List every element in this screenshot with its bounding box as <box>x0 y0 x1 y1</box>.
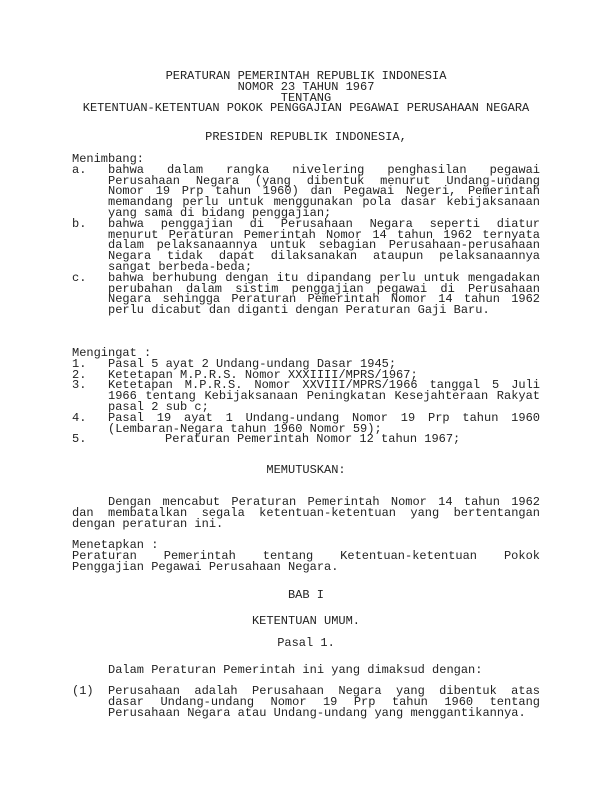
memutuskan-paragraph: Dengan mencabut Peraturan Pemerintah Nomor 14 tahun 1962 dan membatalkan segala ketentuan-ketentuan yang bertentangan dengan peraturan ini. <box>72 495 540 531</box>
list-item <box>72 216 540 274</box>
item-number: 4. <box>72 410 87 425</box>
chapter-subtitle: KETENTUAN UMUM. <box>251 614 361 628</box>
list-item <box>72 380 540 412</box>
mengingat-section <box>72 348 540 445</box>
list-item <box>72 162 540 220</box>
list-item <box>72 434 540 445</box>
memutuskan-heading: MEMUTUSKAN: <box>266 463 346 477</box>
president-heading: PRESIDEN REPUBLIK INDONESIA, <box>205 130 407 144</box>
item-text: Ketetapan M.P.R.S. Nomor XXVIII/MPRS/1966 tanggal 5 Juli 1966 tentang Kebijaksanaan Peningkatan Kesejahteraan Rakyat pasal 2 sub c; <box>108 378 540 414</box>
menimbang-section <box>72 154 540 316</box>
menetapkan-section <box>72 540 540 572</box>
title-line: PERATURAN PEMERINTAH REPUBLIK INDONESIA <box>165 69 447 83</box>
title-line: TENTANG <box>280 90 332 105</box>
item-text: Pasal 5 ayat 2 Undang-undang Dasar 1945; <box>108 356 397 371</box>
menetapkan-label: Menetapkan : <box>72 538 159 552</box>
item-number: c. <box>72 270 87 285</box>
article-heading: Pasal 1. <box>277 636 335 650</box>
item-text: Pasal 19 ayat 1 Undang-undang Nomor 19 Prp tahun 1960 (Lembaran-Negara tahun 1960 Nomor 59); <box>108 410 540 436</box>
title-line: KETENTUAN-KETENTUAN POKOK PENGGAJIAN PEGAWAI PERUSAHAAN NEGARA <box>82 101 530 116</box>
item-text: Peraturan Pemerintah Nomor 12 tahun 1967; <box>165 432 461 447</box>
title-line: NOMOR 23 TAHUN 1967 <box>237 79 375 94</box>
item-text: bahwa dalam rangka nivelering penghasilan pegawai Perusahaan Negara (yang dibentuk menurut Undang-undang Nomor 19 Prp tahun 1960) dan Pegawai Negeri, Pemerintah memandang perlu untuk menggunakan pola dasar kebijaksanaan yang sama di bidang penggajian; <box>108 162 540 220</box>
item-number: b. <box>72 216 87 231</box>
article-intro: Dalam Peraturan Pemerintah ini yang dimaksud dengan: <box>108 663 483 677</box>
item-number: 5. <box>72 432 87 447</box>
item-number: a. <box>72 162 87 177</box>
mengingat-label: Mengingat : <box>72 346 152 360</box>
item-number: 3. <box>72 378 87 393</box>
list-item <box>72 270 540 318</box>
document-title <box>72 71 540 114</box>
menimbang-label: Menimbang: <box>72 152 145 166</box>
item-text: Ketetapan M.P.R.S. Nomor XXXIIII/MPRS/1967; <box>108 367 418 382</box>
chapter-title: BAB I <box>287 588 324 602</box>
item-text: Perusahaan adalah Perusahaan Negara yang dibentuk atas dasar Undang-undang Nomor 19 Prp tahun 1960 tentang Perusahaan Negara atau Undang-undang yang menggantikannya. <box>108 684 540 720</box>
item-text: bahwa berhubung dengan itu dipandang perlu untuk mengadakan perubahan dalam sistim penggajian pegawai di Perusahaan Negara sehingga Peraturan Pemerintah Nomor 14 tahun 1962 perlu dicabut dan diganti dengan Peraturan Gaji Baru. <box>108 270 540 318</box>
item-text: bahwa penggajian di Perusahaan Negara seperti diatur menurut Peraturan Pemerintah Nomor 14 tahun 1962 ternyata dalam pelaksanaannya untuk sebagian Perusahaan-perusahaan Negara tidak dapat dilaksanakan ataupun pelaksanaannya sangat berbeda-beda; <box>108 216 540 274</box>
list-item <box>72 686 540 718</box>
item-number: 1. <box>72 356 87 371</box>
item-number: 2. <box>72 367 87 382</box>
menetapkan-text: Peraturan Pemerintah tentang Ketentuan-ketentuan Pokok Penggajian Pegawai Perusahaan Negara. <box>72 548 540 574</box>
item-number: (1) <box>72 684 94 698</box>
list-item <box>72 410 540 436</box>
definition-list <box>72 686 540 718</box>
